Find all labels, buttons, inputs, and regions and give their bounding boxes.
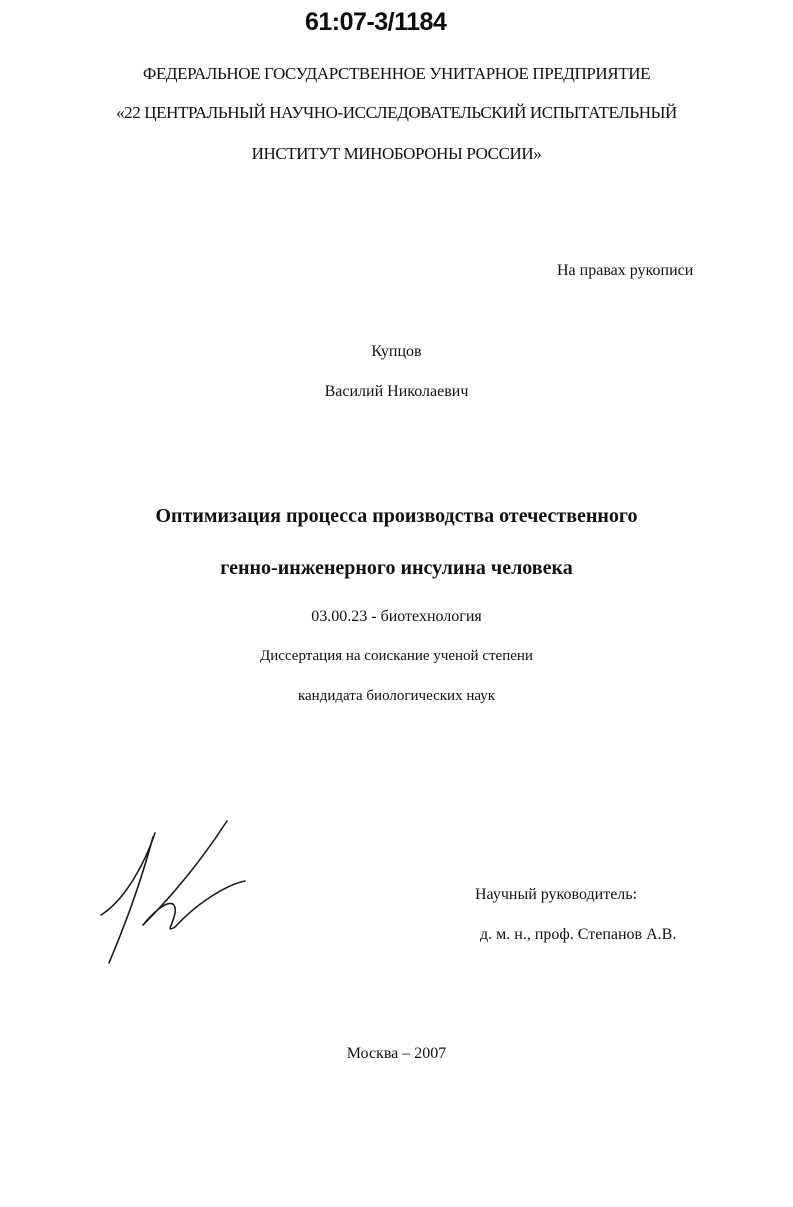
thesis-title-line-2: генно-инженерного инсулина человека bbox=[220, 557, 573, 579]
organization-line-3: ИНСТИТУТ МИНОБОРОНЫ РОССИИ» bbox=[251, 144, 542, 163]
handwritten-signature-icon bbox=[95, 815, 255, 975]
degree-line-2: кандидата биологических наук bbox=[297, 688, 496, 704]
signature-stroke-1 bbox=[101, 833, 155, 915]
author-surname: Купцов bbox=[371, 343, 422, 360]
rights-note: На правах рукописи bbox=[557, 262, 694, 279]
signature-stroke-3 bbox=[143, 821, 245, 929]
organization-line-1: ФЕДЕРАЛЬНОЕ ГОСУДАРСТВЕННОЕ УНИТАРНОЕ ПРЕДПРИЯТИЕ bbox=[142, 64, 651, 83]
supervisor-name: д. м. н., проф. Степанов А.В. bbox=[480, 926, 677, 943]
specialty-code: 03.00.23 - биотехнология bbox=[311, 608, 482, 625]
place-year: Москва – 2007 bbox=[346, 1045, 447, 1062]
supervisor-label: Научный руководитель: bbox=[475, 886, 638, 903]
organization-line-2: «22 ЦЕНТРАЛЬНЫЙ НАУЧНО-ИССЛЕДОВАТЕЛЬСКИЙ ИСПЫТАТЕЛЬНЫЙ bbox=[116, 103, 677, 122]
author-given-names: Василий Николаевич bbox=[324, 383, 469, 400]
thesis-title-line-1: Оптимизация процесса производства отечественного bbox=[155, 505, 638, 527]
catalog-number: 61:07-3/1184 bbox=[305, 8, 447, 36]
degree-line-1: Диссертация на соискание ученой степени bbox=[260, 648, 533, 664]
